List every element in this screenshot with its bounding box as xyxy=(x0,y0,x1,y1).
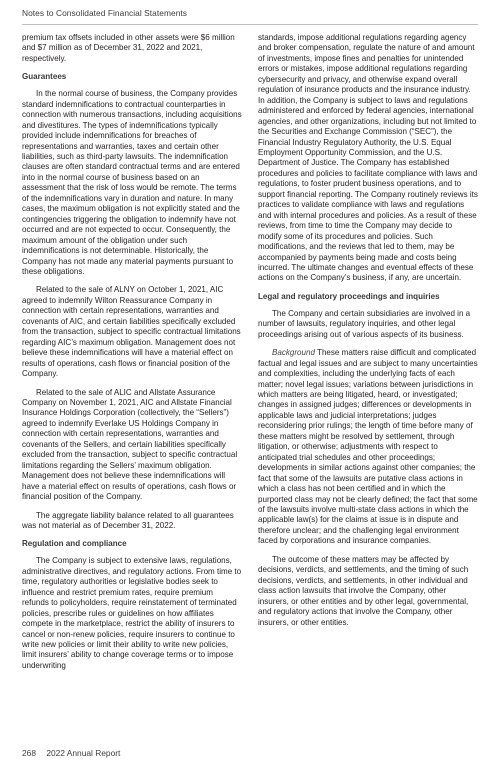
page-footer xyxy=(22,748,120,758)
paragraph-legal-2-body: These matters raise difficult and complicated factual and legal issues and are subject to many uncertainties and complexities, including the underlying facts of each matter; novel legal issues; variations between jurisdictions in which matters are being litigated, heard, or investigated; changes in assigned judges; differences or developments in applicable laws and judicial interpretations; judges reconsidering prior rulings; the length of time before many of these matters might be resolved by settlement, through litigation, or otherwise; adjustments with respect to anticipated trial schedules and other proceedings; developments in similar actions against other companies; the fact that some of the lawsuits are putative class actions in which a class has not been certified and in which the purported class may not be clearly defined; the fact that some of the lawsuits involve multi-state class actions in which the applicable law(s) for the claims at issue is in dispute and therefore unclear; and the challenging legal environment faced by corporations and insurance companies. xyxy=(258,348,478,546)
page-number: 268 xyxy=(22,748,36,758)
paragraph-guarantees-2: Related to the sale of ALNY on October 1, 2021, AIC agreed to indemnify Wilton Reassurance Company in connection with certain representations, warranties and covenants of AIC, and certain liabilities specifically excluded from the transaction, subject to specific contractual limitations regarding AIC’s maximum obligation. Management does not believe these indemnifications will have a material effect on results of operations, cash flows or financial position of the Company. xyxy=(22,285,241,379)
right-column xyxy=(258,33,478,636)
background-lead: Background xyxy=(272,348,315,358)
paragraph-regulation-1: The Company is subject to extensive laws, regulations, administrative directives, and regulatory actions. From time to time, regulatory authorities or legislative bodies seek to influence and restrict premium rates, require premium refunds to policyholders, require reinstatement of terminated policies, prescribe rules or guidelines on how affiliates compete in the marketplace, restrict the ability of insurers to cancel or non-renew policies, require insurers to continue to write new policies or limit their ability to write new policies, limit insurers’ ability to change coverage terms or to impose underwriting xyxy=(22,556,242,670)
paragraph-legal-3: The outcome of these matters may be affected by decisions, verdicts, and settlements, and the timing of such decisions, verdicts, and settlements, in other individual and class action lawsuits that involve the Company, other insurers, or other entities and by other legal, governmental, and regulatory actions that involve the Company, other insurers, or other entities. xyxy=(258,554,469,627)
paragraph-regulation-continued: standards, impose additional regulations regarding agency and broker compensation, regulate the nature of and amount of investments, impose fines and penalties for unintended errors or mistakes, impose additional regulations regarding cybersecurity and privacy, and otherwise expand overall regulation of insurance products and the insurance industry. In addition, the Company is subject to laws and regulations administered and enforced by federal agencies, international agencies, and other organizations, including but not limited to the Securities and Exchange Commission (“SEC”), the Financial Industry Regulatory Authority, the U.S. Equal Employment Opportunity Commission, and the U.S. Department of Justice. The Company has established procedures and policies to facilitate compliance with laws and regulations, to foster prudent business operations, and to support financial reporting. The Company routinely reviews its practices to validate compliance with laws and regulations and with internal procedures and policies. As a result of these reviews, from time to time the Company may decide to modify some of its procedures and policies. Such modifications, and the reviews that led to them, may be accompanied by payments being made and costs being incurred. The ultimate changes and eventual effects of these actions on the Company’s business, if any, are uncertain. xyxy=(258,33,478,283)
heading-legal: Legal and regulatory proceedings and inquiries xyxy=(258,291,440,301)
paragraph-legal-2 xyxy=(258,348,478,547)
header-title: Notes to Consolidated Financial Statements xyxy=(22,8,188,18)
paragraph-guarantees-1: In the normal course of business, the Company provides standard indemnifications to contractual counterparties in connection with numerous transactions, including acquisitions and divestitures. The types of indemnifications typically provided include indemnifications for breaches of representations and warranties, taxes and certain other liabilities, such as third-party lawsuits. The indemnification clauses are often standard contractual terms and are entered into in the normal course of business based on an assessment that the risk of loss would be remote. The terms of the indemnifications vary in duration and nature. In many cases, the maximum obligation is not explicitly stated and the contingencies triggering the obligation to indemnify have not occurred and are not expected to occur. Consequently, the maximum amount of the obligation under such indemnifications is not determinable. Historically, the Company has not made any material payments pursuant to these obligations. xyxy=(22,89,242,277)
left-column xyxy=(22,33,242,679)
paragraph-legal-1: The Company and certain subsidiaries are involved in a number of lawsuits, regulatory inquiries, and other legal proceedings arising out of various aspects of its business. xyxy=(258,308,471,339)
paragraph-guarantees-4: The aggregate liability balance related to all guarantees was not material as of December 31, 2022. xyxy=(22,510,234,530)
paragraph-continued: premium tax offsets included in other assets were $6 million and $7 million as of December 31, 2022 and 2021, respectively. xyxy=(22,33,235,63)
heading-regulation: Regulation and compliance xyxy=(22,539,127,549)
page-header xyxy=(22,8,478,25)
heading-guarantees: Guarantees xyxy=(22,72,67,82)
paragraph-guarantees-3: Related to the sale of ALIC and Allstate Assurance Company on November 1, 2021, AIC and Allstate Financial Insurance Holdings Corporation (collectively, the “Sellers”) agreed to indemnify Everlake US Holdings Company in connection with certain representations, warranties and covenants of the Sellers, and certain liabilities specifically excluded from the transaction, subject to specific contractual limitations regarding the Sellers’ maximum obligation. Management does not believe these indemnifications will have a material effect on results of operations, cash flows or financial position of the Company. xyxy=(22,387,238,502)
report-title: 2022 Annual Report xyxy=(46,748,121,758)
